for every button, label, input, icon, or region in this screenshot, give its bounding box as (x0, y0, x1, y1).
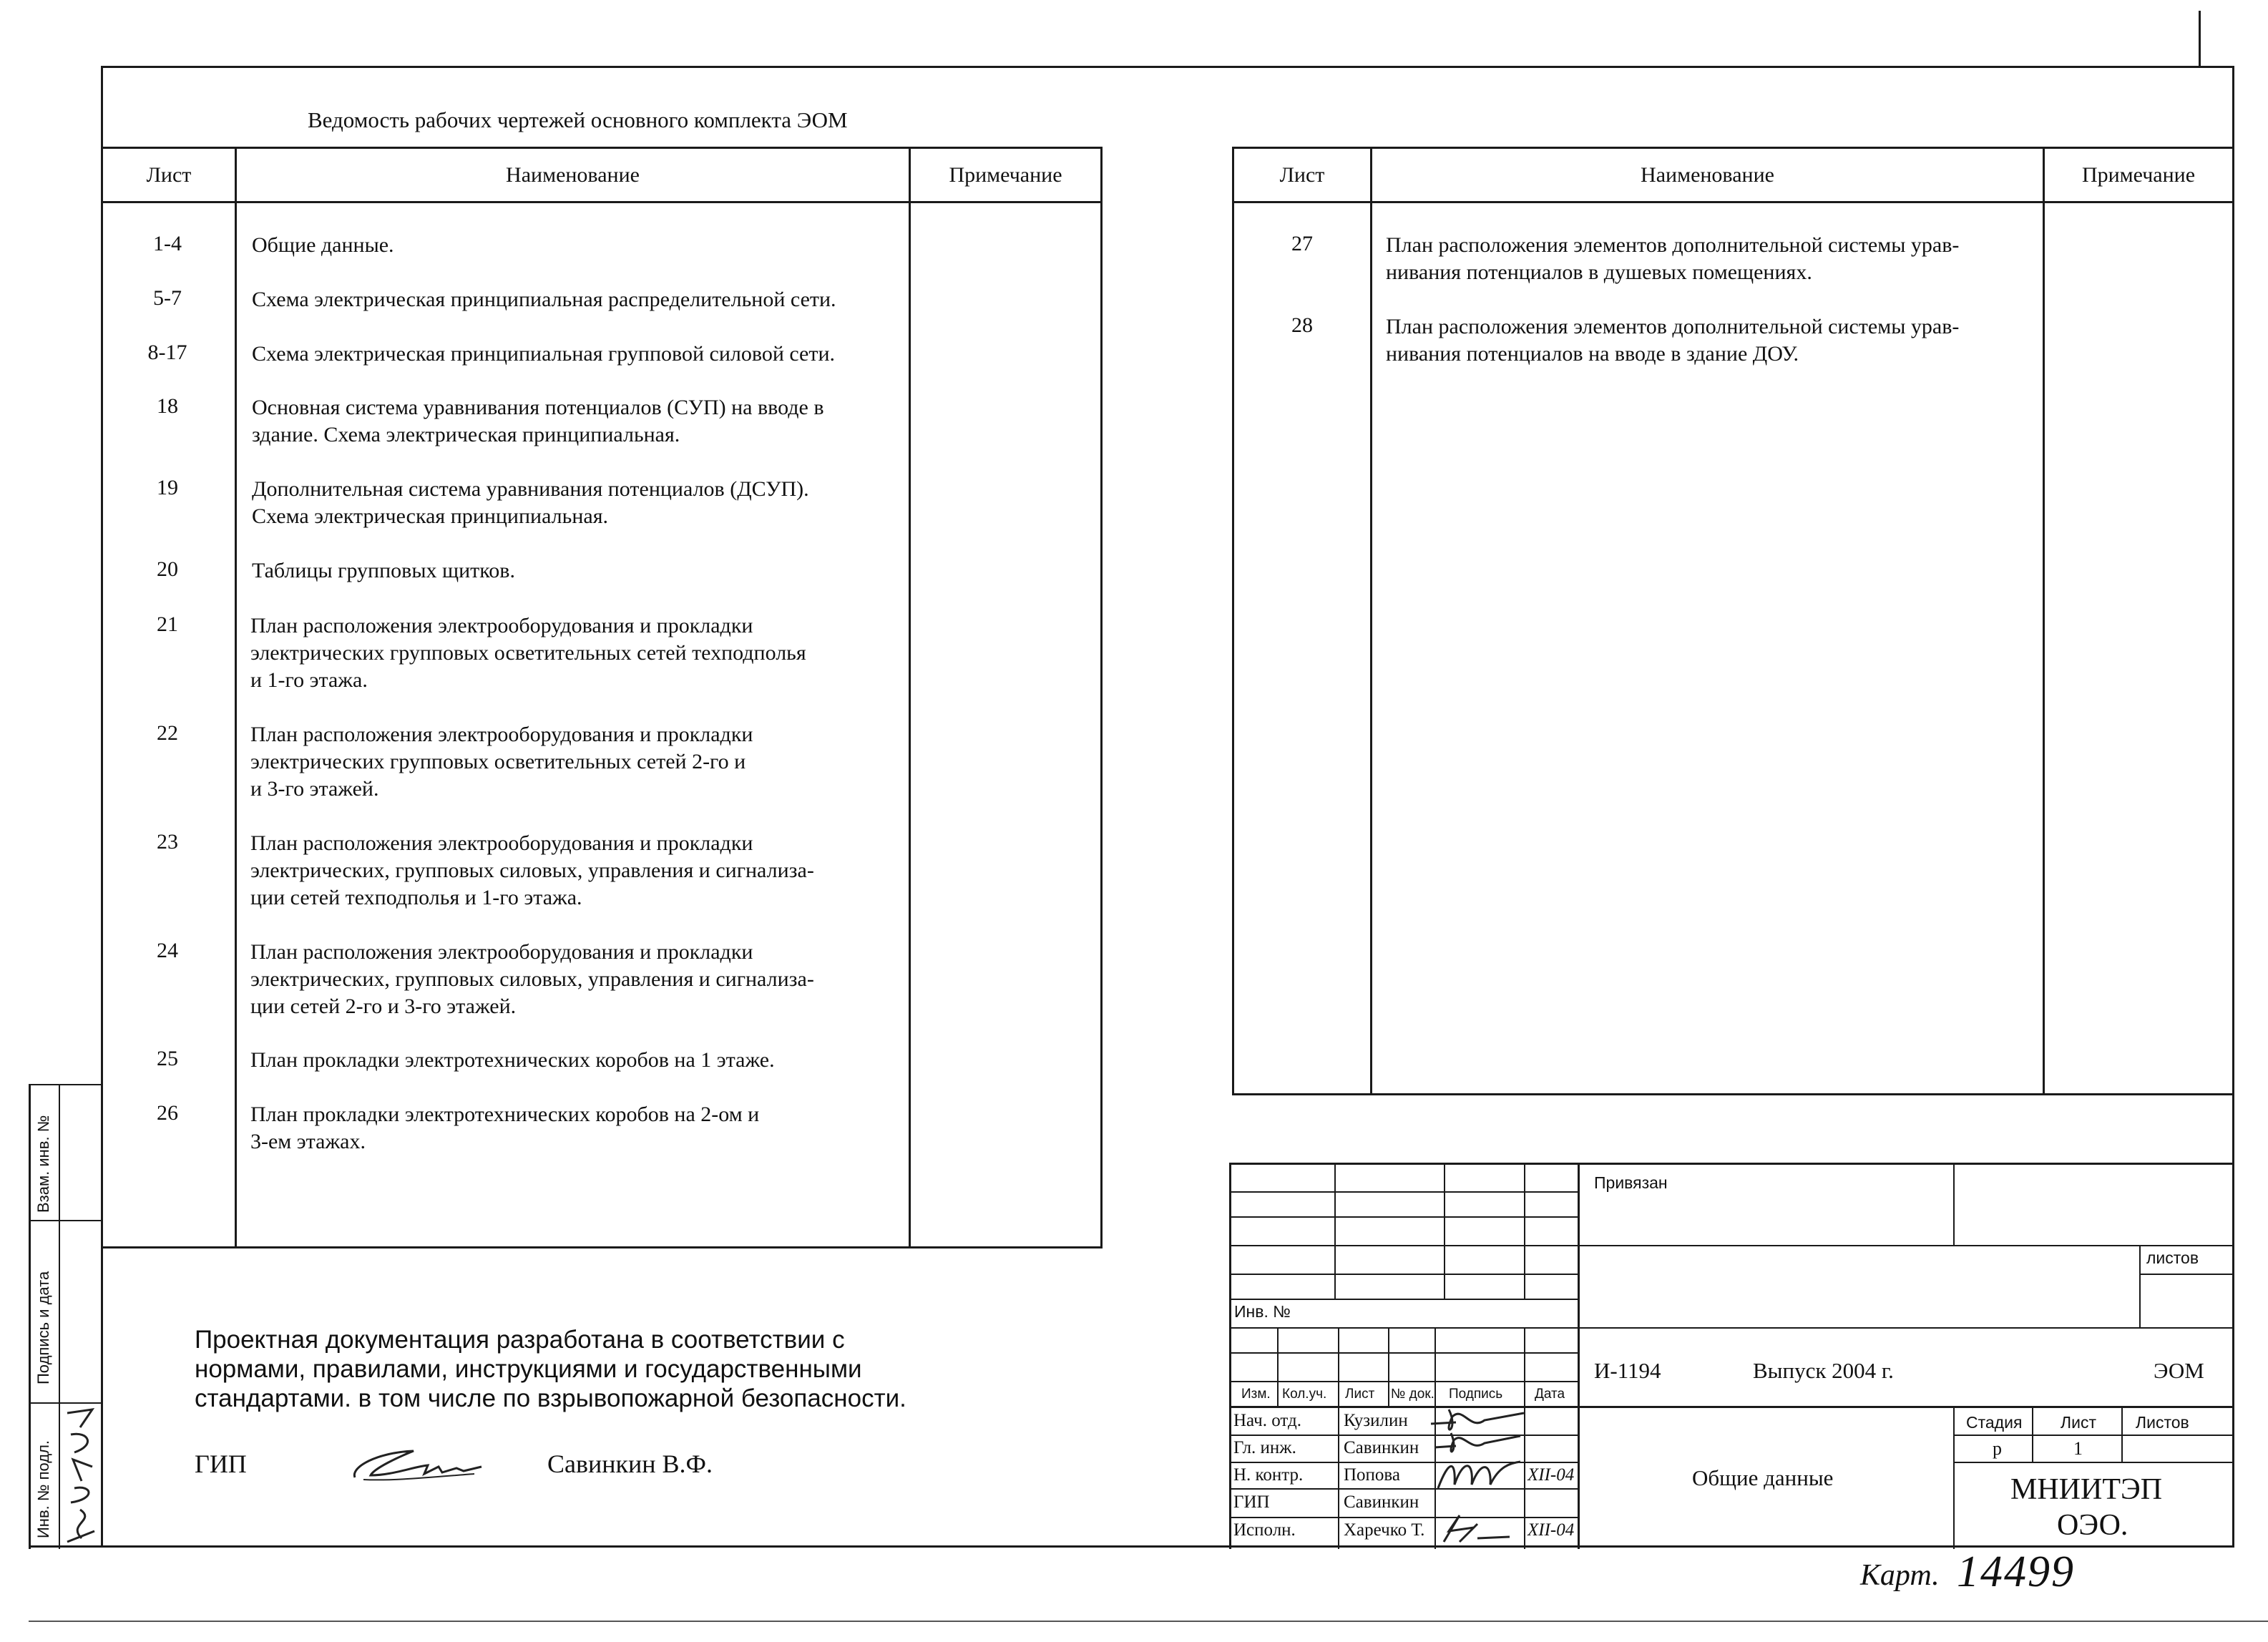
table-row-name: План расположения электрооборудования и прокладки электрических групповых осветительных сетей 2-го и и 3-го этажей. (250, 723, 753, 801)
document-mark: ЭОМ (2154, 1358, 2204, 1383)
col-doc-no: № док. (1391, 1387, 1434, 1402)
compliance-statement: Проектная документация разработана в соответствии с нормами, правилами, инструкциями и государственными стандартами. в том числе по взрывопожарной безопасности. (195, 1326, 906, 1412)
kart-label: Карт. (1860, 1559, 1940, 1592)
table-row-name: План расположения элементов дополнительной системы урав- нивания потенциалов в душевых помещениях. (1386, 233, 1960, 284)
table-row-name: План расположения электрооборудования и прокладки электрических групповых осветительных сетей техподполья и 1-го этажа. (250, 614, 806, 692)
kart-number: 14499 (1957, 1548, 2075, 1596)
staff-role: Гл. инж. (1233, 1438, 1296, 1457)
col-podpis: Подпись (1449, 1387, 1503, 1402)
table-row-name: Таблицы групповых щитков. (252, 559, 515, 582)
table-row-name: Основная система уравнивания потенциалов (СУП) на вводе в здание. Схема электрическая принципиальная. (252, 396, 824, 446)
staff-role: Н. контр. (1233, 1465, 1304, 1485)
staff-name: Кузилин (1344, 1411, 1408, 1430)
table-row-name: План прокладки электротехнических коробов на 2-ом и 3-ем этажах. (250, 1103, 760, 1153)
table-row-sheet: 21 (157, 612, 178, 636)
table-row-sheet: 27 (1291, 232, 1313, 255)
table-row-sheet: 28 (1291, 313, 1313, 337)
table-row-sheet: 20 (157, 557, 178, 581)
right-col-name-header: Наименование (1641, 163, 1774, 187)
right-col-sheet-header: Лист (1279, 163, 1325, 187)
left-col-sheet-header: Лист (146, 163, 192, 187)
table-row-sheet: 25 (157, 1047, 178, 1070)
staff-name: Харечко Т. (1344, 1520, 1425, 1540)
side-stamp-podpis-data: Подпись и дата (34, 1271, 52, 1384)
table-row-name: Общие данные. (252, 233, 394, 257)
org-department: ОЭО. (2057, 1509, 2128, 1542)
stage-label: Стадия (1966, 1413, 2023, 1432)
document-code: И-1194 (1594, 1358, 1661, 1383)
table-row-name: План расположения элементов дополнительной системы урав- нивания потенциалов на вводе в здание ДОУ. (1386, 315, 1960, 366)
table-row-name: План прокладки электротехнических коробов на 1 этаже. (250, 1048, 775, 1072)
org-name: МНИИТЭП (2010, 1473, 2163, 1506)
sheet-value: 1 (2073, 1438, 2083, 1459)
col-list: Лист (1345, 1387, 1375, 1402)
listov-top-label: листов (2146, 1248, 2199, 1267)
col-data: Дата (1535, 1387, 1565, 1402)
staff-name: Савинкин (1344, 1438, 1419, 1457)
staff-name: Попова (1344, 1465, 1401, 1485)
privyazan-label: Привязан (1594, 1173, 1668, 1192)
table-row-sheet: 8-17 (147, 341, 187, 364)
col-kol-uch: Кол.уч. (1282, 1387, 1327, 1402)
left-col-note-header: Примечание (949, 163, 1062, 187)
staff-date: XII-04 (1528, 1465, 1575, 1485)
signature-popova-icon (1434, 1456, 1528, 1495)
table-row-name: Схема электрическая принципиальная распределительной сети. (252, 288, 836, 311)
sheet-label: Лист (2061, 1413, 2096, 1432)
table-row-name: План расположения электрооборудования и прокладки электрических, групповых силовых, управления и сигнализа- ции сетей техподполья и 1-го этажа. (250, 831, 814, 909)
gip-label: ГИП (195, 1450, 247, 1478)
gip-signature-icon (349, 1438, 485, 1492)
left-col-name-header: Наименование (506, 163, 640, 187)
table-row-name: Схема электрическая принципиальная групповой силовой сети. (252, 342, 836, 366)
side-stamp-inv-podl: Инв. № подл. (34, 1440, 52, 1538)
staff-name: Савинкин (1344, 1492, 1419, 1512)
stage-value: р (1993, 1438, 2002, 1459)
sheets-label: Листов (2136, 1413, 2189, 1432)
staff-role: Нач. отд. (1233, 1411, 1301, 1430)
table-row-sheet: 18 (157, 394, 178, 418)
table-row-name: Дополнительная система уравнивания потенциалов (ДСУП). Схема электрическая принципиальная. (252, 477, 809, 528)
table-row-sheet: 1-4 (153, 232, 182, 255)
issue-year: Выпуск 2004 г. (1753, 1358, 1894, 1383)
table-row-sheet: 19 (157, 476, 178, 499)
side-stamp-vzam-inv: Взам. инв. № (34, 1115, 52, 1213)
right-col-note-header: Примечание (2081, 163, 2196, 187)
signature-harechko-icon (1438, 1510, 1517, 1553)
table-row-sheet: 22 (157, 721, 178, 745)
staff-date: XII-04 (1528, 1520, 1575, 1540)
staff-role: ГИП (1233, 1492, 1270, 1512)
table-row-sheet: 23 (157, 830, 178, 854)
table-row-sheet: 5-7 (153, 286, 182, 310)
sheet-title: Ведомость рабочих чертежей основного комплекта ЭОМ (308, 107, 848, 132)
table-row-sheet: 26 (157, 1101, 178, 1125)
inv-no-label: Инв. № (1234, 1302, 1291, 1321)
inv-podl-handwritten-number (60, 1402, 102, 1549)
col-izm: Изм. (1241, 1387, 1271, 1402)
table-row-name: План расположения электрооборудования и прокладки электрических, групповых силовых, управления и сигнализа- ции сетей 2-го и 3-го этажей. (250, 940, 814, 1018)
document-title: Общие данные (1692, 1465, 1834, 1490)
gip-name: Савинкин В.Ф. (547, 1450, 713, 1478)
staff-role: Исполн. (1233, 1520, 1296, 1540)
table-row-sheet: 24 (157, 939, 178, 962)
